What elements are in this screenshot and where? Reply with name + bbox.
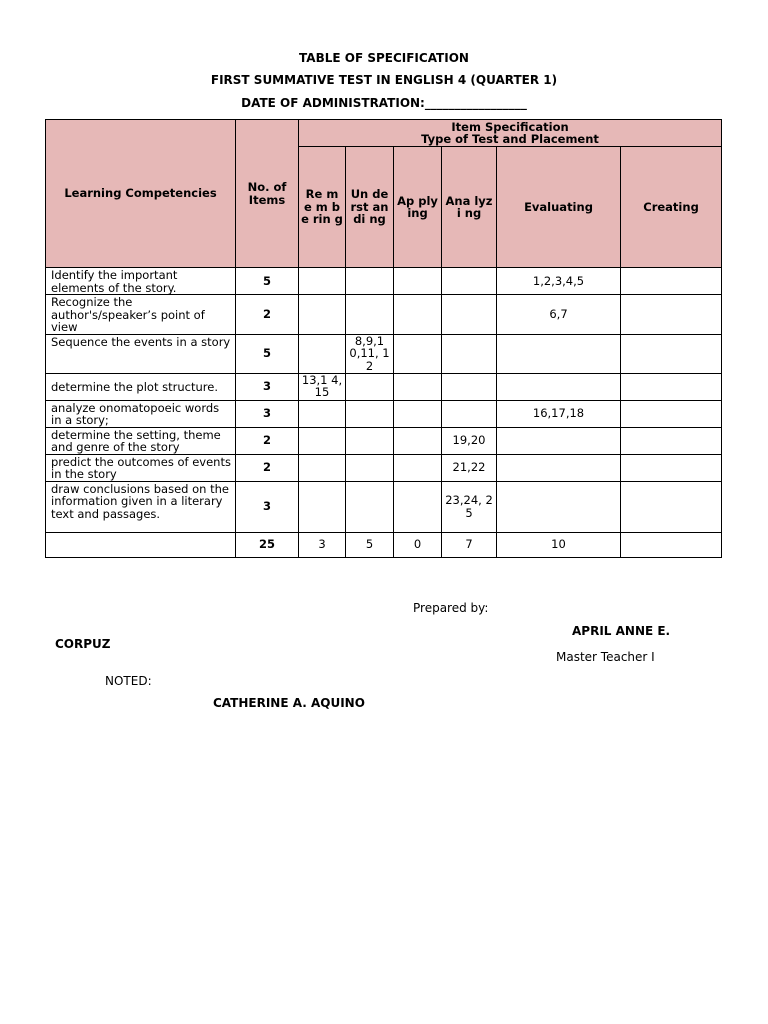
competency-cell: Sequence the events in a story	[46, 334, 236, 373]
applying-cell	[394, 454, 442, 481]
prepared-by-label: Prepared by:	[413, 601, 489, 615]
competency-cell: draw conclusions based on the information given in a literary text and passages.	[46, 481, 236, 532]
items-cell: 2	[236, 454, 299, 481]
evaluating-cell: 6,7	[497, 295, 621, 335]
remembering-cell: 13,1 4,15	[299, 373, 346, 400]
table-row	[46, 427, 722, 454]
understanding-cell	[346, 373, 394, 400]
items-cell: 5	[236, 268, 299, 295]
header-no-of-items: No. of Items	[236, 120, 299, 268]
applying-cell	[394, 268, 442, 295]
understanding-cell	[346, 481, 394, 532]
applying-cell	[394, 427, 442, 454]
document-subtitle: FIRST SUMMATIVE TEST IN ENGLISH 4 (QUARTER 1)	[210, 73, 558, 87]
remembering-cell	[299, 454, 346, 481]
total-evaluating-cell: 10	[497, 532, 621, 557]
understanding-cell: 8,9,1 0,11, 12	[346, 334, 394, 373]
totals-label-cell	[46, 532, 236, 557]
understanding-cell	[346, 454, 394, 481]
creating-cell	[621, 400, 722, 427]
items-cell: 5	[236, 334, 299, 373]
table-row	[46, 268, 722, 295]
creating-cell	[621, 454, 722, 481]
header-understanding: Un de rst an di ng	[346, 147, 394, 268]
header-applying: Ap ply ing	[394, 147, 442, 268]
creating-cell	[621, 373, 722, 400]
table-row	[46, 295, 722, 335]
analyzing-cell	[442, 334, 497, 373]
items-cell: 3	[236, 373, 299, 400]
competency-cell: determine the setting, theme and genre of the story	[46, 427, 236, 454]
competency-cell: determine the plot structure.	[46, 373, 236, 400]
document-title: TABLE OF SPECIFICATION	[299, 51, 469, 65]
noter-name: CATHERINE A. AQUINO	[213, 696, 365, 710]
totals-row	[46, 532, 722, 557]
header-item-specification	[299, 120, 722, 147]
competency-cell: Recognize the author's/speaker’s point of view	[46, 295, 236, 335]
remembering-cell	[299, 295, 346, 335]
evaluating-cell	[497, 454, 621, 481]
applying-cell	[394, 373, 442, 400]
items-cell: 3	[236, 481, 299, 532]
analyzing-cell	[442, 295, 497, 335]
understanding-cell	[346, 400, 394, 427]
analyzing-cell: 19,20	[442, 427, 497, 454]
header-item-specification-line1: Item Specification	[451, 119, 569, 134]
competency-cell: analyze onomatopoeic words in a story;	[46, 400, 236, 427]
evaluating-cell	[497, 427, 621, 454]
total-creating-cell	[621, 532, 722, 557]
applying-cell	[394, 481, 442, 532]
preparer-position: Master Teacher I	[556, 650, 655, 664]
table-row	[46, 400, 722, 427]
remembering-cell	[299, 400, 346, 427]
header-learning-competencies: Learning Competencies	[46, 120, 236, 268]
total-items-cell: 25	[236, 532, 299, 557]
total-analyzing-cell: 7	[442, 532, 497, 557]
remembering-cell	[299, 268, 346, 295]
creating-cell	[621, 481, 722, 532]
items-cell: 2	[236, 295, 299, 335]
applying-cell	[394, 400, 442, 427]
creating-cell	[621, 268, 722, 295]
evaluating-cell: 16,17,18	[497, 400, 621, 427]
analyzing-cell	[442, 400, 497, 427]
creating-cell	[621, 334, 722, 373]
understanding-cell	[346, 268, 394, 295]
analyzing-cell	[442, 373, 497, 400]
competency-cell: Identify the important elements of the story.	[46, 268, 236, 295]
total-applying-cell: 0	[394, 532, 442, 557]
analyzing-cell	[442, 268, 497, 295]
creating-cell	[621, 427, 722, 454]
noted-label: NOTED:	[105, 674, 152, 688]
header-evaluating: Evaluating	[497, 147, 621, 268]
remembering-cell	[299, 427, 346, 454]
table-row	[46, 454, 722, 481]
table-row	[46, 481, 722, 532]
analyzing-cell: 21,22	[442, 454, 497, 481]
header-analyzing: Ana lyzi ng	[442, 147, 497, 268]
total-understanding-cell: 5	[346, 532, 394, 557]
evaluating-cell	[497, 334, 621, 373]
table-row	[46, 334, 722, 373]
understanding-cell	[346, 295, 394, 335]
header-item-specification-line2: Type of Test and Placement	[421, 132, 599, 146]
items-cell: 3	[236, 400, 299, 427]
evaluating-cell: 1,2,3,4,5	[497, 268, 621, 295]
items-cell: 2	[236, 427, 299, 454]
preparer-name-first: APRIL ANNE E.	[572, 624, 671, 638]
applying-cell	[394, 295, 442, 335]
header-remembering: Re m e m be rin g	[299, 147, 346, 268]
understanding-cell	[346, 427, 394, 454]
table-row	[46, 373, 722, 400]
preparer-name-last: CORPUZ	[55, 637, 111, 651]
applying-cell	[394, 334, 442, 373]
creating-cell	[621, 295, 722, 335]
header-creating: Creating	[621, 147, 722, 268]
remembering-cell	[299, 334, 346, 373]
evaluating-cell	[497, 373, 621, 400]
evaluating-cell	[497, 481, 621, 532]
competency-cell: predict the outcomes of events in the story	[46, 454, 236, 481]
date-of-administration: DATE OF ADMINISTRATION:_________________	[241, 96, 527, 110]
total-remembering-cell: 3	[299, 532, 346, 557]
specification-table	[45, 119, 722, 558]
analyzing-cell: 23,24, 25	[442, 481, 497, 532]
remembering-cell	[299, 481, 346, 532]
